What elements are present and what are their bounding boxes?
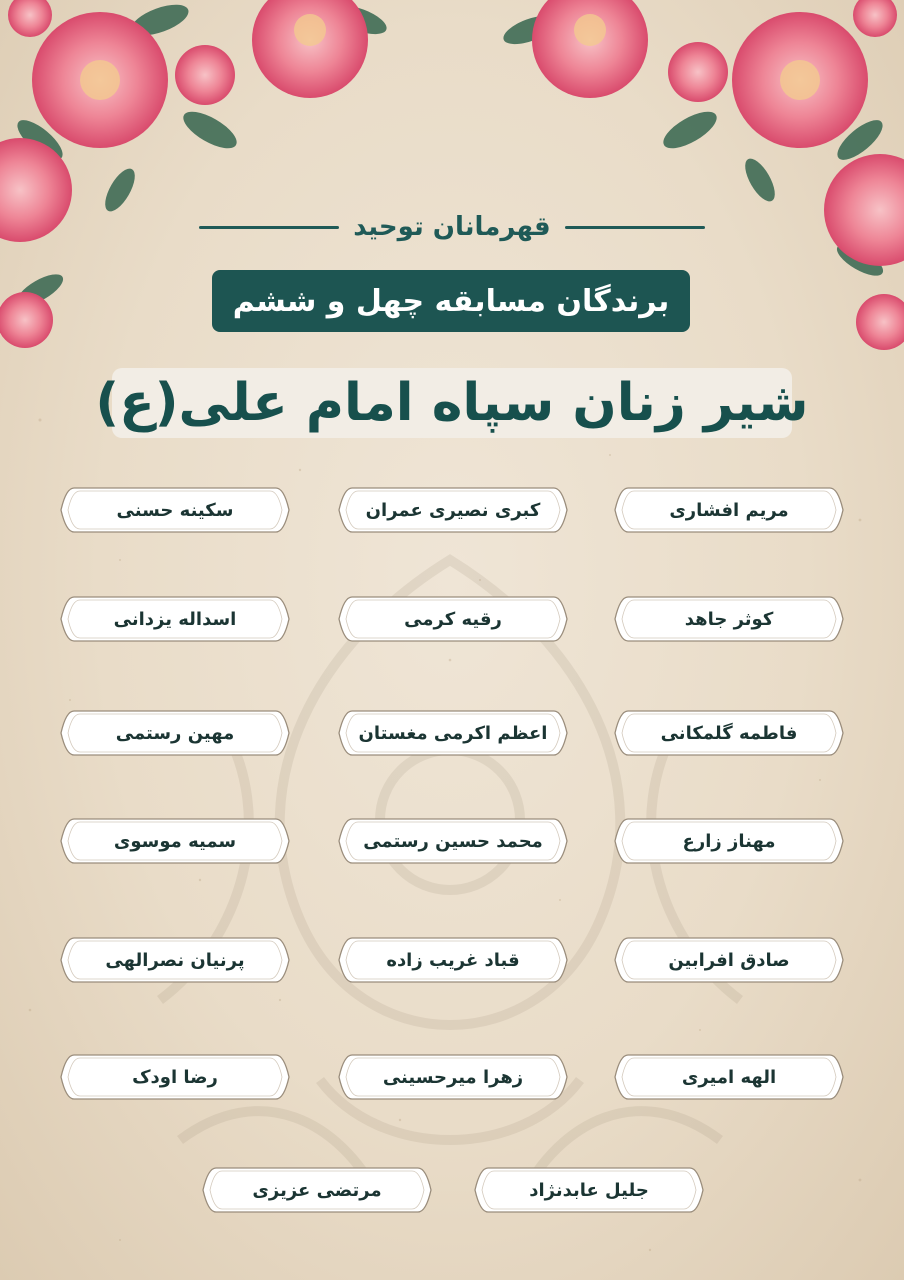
subtitle-divider-right (565, 226, 705, 229)
name-text: پرنیان نصرالهی (105, 949, 245, 971)
name-text: اسداله یزدانی (113, 608, 237, 630)
name-card (338, 596, 568, 642)
name-text: مهناز زارع (682, 830, 776, 852)
name-card (60, 487, 290, 533)
name-card (338, 1054, 568, 1100)
name-text: رضا اودک (132, 1066, 218, 1088)
name-card (60, 710, 290, 756)
name-text: سمیه موسوی (113, 830, 237, 852)
name-card (60, 596, 290, 642)
name-text: رقیه کرمی (404, 608, 502, 630)
name-card (614, 1054, 844, 1100)
name-card (614, 937, 844, 983)
name-text: کوثر جاهد (684, 608, 774, 630)
main-title: شیر زنان سپاه امام علی(ع) (95, 373, 809, 433)
name-text: اعظم اکرمی مغستان (358, 722, 548, 744)
name-text: الهه امیری (681, 1066, 777, 1088)
subtitle: قهرمانان توحید (353, 212, 551, 242)
subtitle-divider-left (199, 226, 339, 229)
name-text: مهین رستمی (115, 722, 235, 744)
name-card (338, 937, 568, 983)
name-text: مریم افشاری (669, 499, 789, 521)
name-text: مرتضی عزیزی (252, 1179, 382, 1201)
name-card (474, 1167, 704, 1213)
name-text: سکینه حسنی (116, 499, 234, 521)
name-card (614, 487, 844, 533)
name-text: جلیل عابدنژاد (529, 1179, 649, 1201)
name-text: قباد غریب زاده (386, 949, 520, 971)
main-title-box (95, 368, 809, 438)
banner: برندگان مسابقه چهل و ششم (212, 270, 690, 332)
name-card (338, 487, 568, 533)
name-card (202, 1167, 432, 1213)
subtitle-row (0, 207, 904, 247)
name-card (60, 818, 290, 864)
name-text: محمد حسین رستمی (363, 830, 543, 852)
name-card (60, 937, 290, 983)
name-card (614, 710, 844, 756)
name-text: صادق افرابین (668, 949, 790, 971)
name-text: زهرا میرحسینی (382, 1066, 524, 1088)
name-card (338, 710, 568, 756)
name-text: کبری نصیری عمران (365, 499, 541, 521)
name-card (614, 596, 844, 642)
name-card (60, 1054, 290, 1100)
name-card (338, 818, 568, 864)
name-text: فاطمه گلمکانی (660, 722, 798, 744)
name-card (614, 818, 844, 864)
